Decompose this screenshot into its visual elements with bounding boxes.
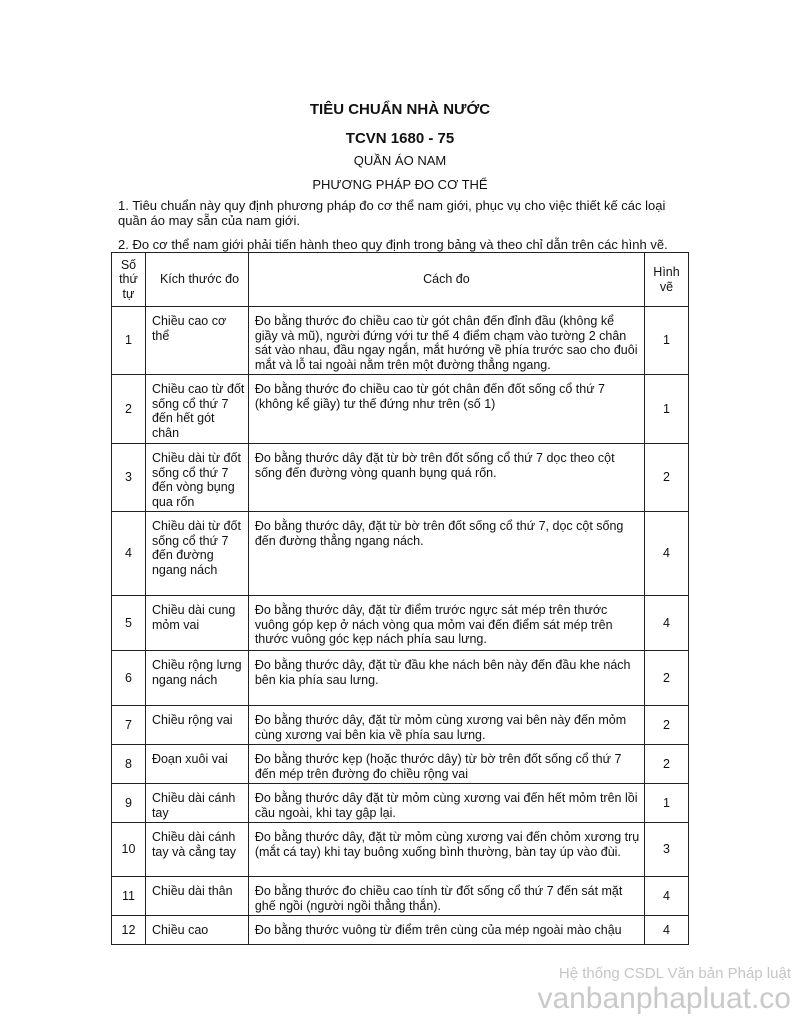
row-figure-number: 2 xyxy=(645,651,689,706)
row-number: 7 xyxy=(112,706,146,745)
row-measurement-name: Chiều dài cánh tay xyxy=(145,784,248,823)
row-measurement-method: Đo bằng thước kẹp (hoặc thước dây) từ bờ trên đốt sống cổ thứ 7 đến mép trên đường đo chiều rộng vai xyxy=(248,745,644,784)
header-name: Kích thước đo xyxy=(145,253,248,307)
row-measurement-method: Đo bằng thước đo chiều cao từ gót chân đến đốt sống cổ thứ 7 (không kể giầy) tư thế đứng như trên (số 1) xyxy=(248,375,644,444)
row-measurement-name: Chiều dài từ đốt sống cổ thứ 7 đến đường ngang nách xyxy=(145,512,248,596)
row-number: 4 xyxy=(112,512,146,596)
row-number: 10 xyxy=(112,823,146,877)
row-number: 3 xyxy=(112,444,146,512)
measurement-table xyxy=(111,252,689,945)
row-measurement-method: Đo bằng thước dây, đặt từ điểm trước ngực sát mép trên thước vuông góp kẹp ở nách vòng qua mỏm vai đến điểm sát mép trên thước vuông góc kẹp nách phía sau lưng. xyxy=(248,596,644,651)
row-measurement-method: Đo bằng thước dây đặt từ bờ trên đốt sống cổ thứ 7 dọc theo cột sống đến đường vòng quanh bụng quá rốn. xyxy=(248,444,644,512)
row-measurement-method: Đo bằng thước dây, đặt từ mỏm cùng xương vai bên này đến mỏm cùng xương vai bên kia về phía sau lưng. xyxy=(248,706,644,745)
row-figure-number: 2 xyxy=(645,706,689,745)
header-method: Cách đo xyxy=(248,253,644,307)
row-measurement-method: Đo bằng thước dây, đặt từ mỏm cùng xương vai đến chỏm xương trụ (mắt cá tay) khi tay buông xuống bình thường, bàn tay úp vào đùi. xyxy=(248,823,644,877)
row-figure-number: 1 xyxy=(645,784,689,823)
row-measurement-method: Đo bằng thước dây đặt từ mỏm cùng xương vai đến hết mỏm trên lồi cầu ngoài, khi tay gập lại. xyxy=(248,784,644,823)
paragraph-2: 2. Đo cơ thể nam giới phải tiến hành theo quy định trong bảng và theo chỉ dẫn trên các hình vẽ. xyxy=(118,237,668,252)
row-measurement-name: Chiều dài từ đốt sống cổ thứ 7 đến vòng bụng qua rốn xyxy=(145,444,248,512)
row-figure-number: 4 xyxy=(645,916,689,945)
table-row xyxy=(112,651,689,706)
row-figure-number: 2 xyxy=(645,745,689,784)
row-measurement-name: Chiều cao xyxy=(145,916,248,945)
row-measurement-name: Chiều dài thân xyxy=(145,877,248,916)
row-measurement-method: Đo bằng thước đo chiều cao từ gót chân đến đỉnh đầu (không kể giầy và mũ), người đứng với tư thế 4 điểm chạm vào tường 2 chân sát vào nhau, đầu ngay ngắn, mắt hướng về phía trước sao cho đuôi mắt và lỗ tai ngoài nằm trên một đường thẳng ngang. xyxy=(248,307,644,375)
row-number: 11 xyxy=(112,877,146,916)
table-row xyxy=(112,706,689,745)
table-row xyxy=(112,596,689,651)
table-row xyxy=(112,823,689,877)
row-measurement-method: Đo bằng thước dây, đặt từ bờ trên đốt sống cổ thứ 7, dọc cột sống đến đường thẳng ngang nách. xyxy=(248,512,644,596)
row-measurement-name: Chiều dài cánh tay và cẳng tay xyxy=(145,823,248,877)
row-figure-number: 1 xyxy=(645,375,689,444)
row-figure-number: 3 xyxy=(645,823,689,877)
row-measurement-name: Chiều dài cung mỏm vai xyxy=(145,596,248,651)
row-number: 2 xyxy=(112,375,146,444)
row-measurement-method: Đo bằng thước dây, đặt từ đầu khe nách bên này đến đầu khe nách bên kia phía sau lưng. xyxy=(248,651,644,706)
row-number: 9 xyxy=(112,784,146,823)
table-row xyxy=(112,745,689,784)
row-measurement-name: Chiều cao từ đốt sống cổ thứ 7 đến hết gót chân xyxy=(145,375,248,444)
table-row xyxy=(112,916,689,945)
watermark-caption: Hệ thống CSDL Văn bản Pháp luật xyxy=(558,965,791,982)
row-measurement-name: Đoạn xuôi vai xyxy=(145,745,248,784)
row-measurement-method: Đo bằng thước vuông từ điểm trên cùng của mép ngoài mào chậu xyxy=(248,916,644,945)
row-measurement-name: Chiều cao cơ thể xyxy=(145,307,248,375)
row-figure-number: 2 xyxy=(645,444,689,512)
document-title: TIÊU CHUẨN NHÀ NƯỚC xyxy=(309,101,491,118)
table-row xyxy=(112,512,689,596)
header-no: Số thứ tự xyxy=(112,253,146,307)
table-header-row xyxy=(112,253,689,307)
table-body xyxy=(112,307,689,945)
table-row xyxy=(112,784,689,823)
paragraph-1: 1. Tiêu chuẩn này quy định phương pháp đo cơ thể nam giới, phục vụ cho việc thiết kế các loại quần áo may sẵn của nam giới. xyxy=(118,198,666,228)
row-measurement-name: Chiều rộng lưng ngang nách xyxy=(145,651,248,706)
table-row xyxy=(112,375,689,444)
row-number: 5 xyxy=(112,596,146,651)
table-row xyxy=(112,444,689,512)
row-measurement-method: Đo bằng thước đo chiều cao tính từ đốt sống cổ thứ 7 đến sát mặt ghế ngồi (người ngồi thẳng thắn). xyxy=(248,877,644,916)
row-figure-number: 4 xyxy=(645,877,689,916)
row-number: 6 xyxy=(112,651,146,706)
watermark-site: vanbanphapluat.co xyxy=(537,982,791,1015)
document-subject: QUẦN ÁO NAM xyxy=(353,153,447,168)
row-measurement-name: Chiều rộng vai xyxy=(145,706,248,745)
row-figure-number: 1 xyxy=(645,307,689,375)
table-row xyxy=(112,877,689,916)
table-row xyxy=(112,307,689,375)
header-figure: Hình vẽ xyxy=(645,253,689,307)
row-number: 1 xyxy=(112,307,146,375)
standard-code: TCVN 1680 - 75 xyxy=(345,130,455,147)
document-method-heading: PHƯƠNG PHÁP ĐO CƠ THỂ xyxy=(312,177,488,192)
row-number: 12 xyxy=(112,916,146,945)
row-figure-number: 4 xyxy=(645,512,689,596)
row-figure-number: 4 xyxy=(645,596,689,651)
row-number: 8 xyxy=(112,745,146,784)
